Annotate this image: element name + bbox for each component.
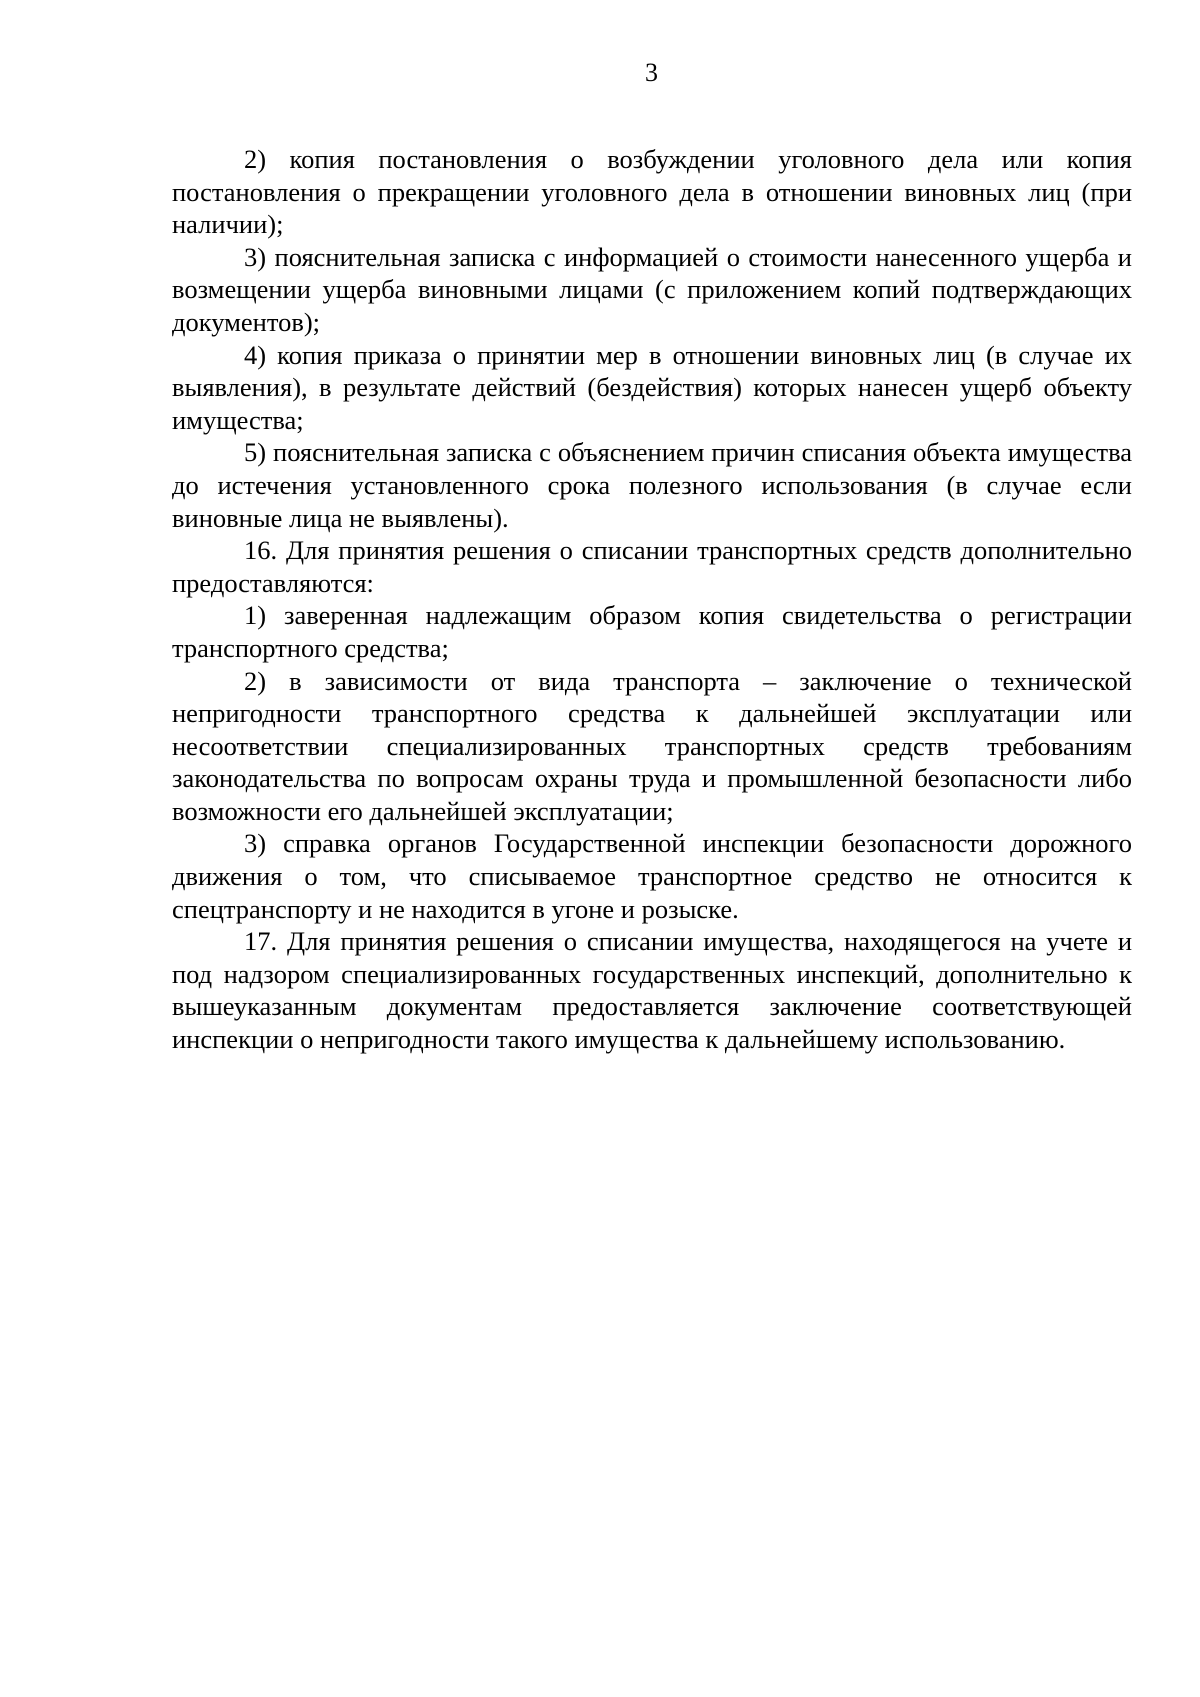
paragraph-clause-16-item-1: 1) заверенная надлежащим образом копия свидетельства о регистрации транспортного средства; bbox=[172, 600, 1132, 663]
paragraph-item-2: 2) копия постановления о возбуждении уголовного дела или копия постановления о прекращении уголовного дела в отношении виновных лиц (при наличии); bbox=[172, 144, 1132, 240]
paragraph-clause-16-item-3: 3) справка органов Государственной инспекции безопасности дорожного движения о том, что списываемое транспортное средство не относится к спецтранспорту и не находится в угоне и розыске. bbox=[172, 828, 1132, 924]
paragraph-clause-16: 16. Для принятия решения о списании транспортных средств дополнительно предоставляются: bbox=[172, 535, 1132, 598]
paragraph-item-4: 4) копия приказа о принятии мер в отношении виновных лиц (в случае их выявления), в результате действий (бездействия) которых нанесен ущерб объекту имущества; bbox=[172, 339, 1132, 435]
document-body bbox=[172, 143, 1132, 1056]
paragraph-item-5: 5) пояснительная записка с объяснением причин списания объекта имущества до истечения установленного срока полезного использования (в случае если виновные лица не выявлены). bbox=[172, 437, 1132, 533]
paragraph-item-3: 3) пояснительная записка с информацией о стоимости нанесенного ущерба и возмещении ущерба виновными лицами (с приложением копий подтверждающих документов); bbox=[172, 241, 1132, 337]
page-number: 3 bbox=[645, 58, 658, 87]
paragraph-clause-17: 17. Для принятия решения о списании имущества, находящегося на учете и под надзором специализированных государственных инспекций, дополнительно к вышеуказанным документам предоставляется заключение соответствующей инспекции о непригодности такого имущества к дальнейшему использованию. bbox=[172, 926, 1132, 1055]
paragraph-clause-16-item-2: 2) в зависимости от вида транспорта – заключение о технической непригодности транспортного средства к дальнейшей эксплуатации или несоответствии специализированных транспортных средств требованиям законодательства по вопросам охраны труда и промышленной безопасности либо возможности его дальнейшей эксплуатации; bbox=[172, 665, 1132, 826]
